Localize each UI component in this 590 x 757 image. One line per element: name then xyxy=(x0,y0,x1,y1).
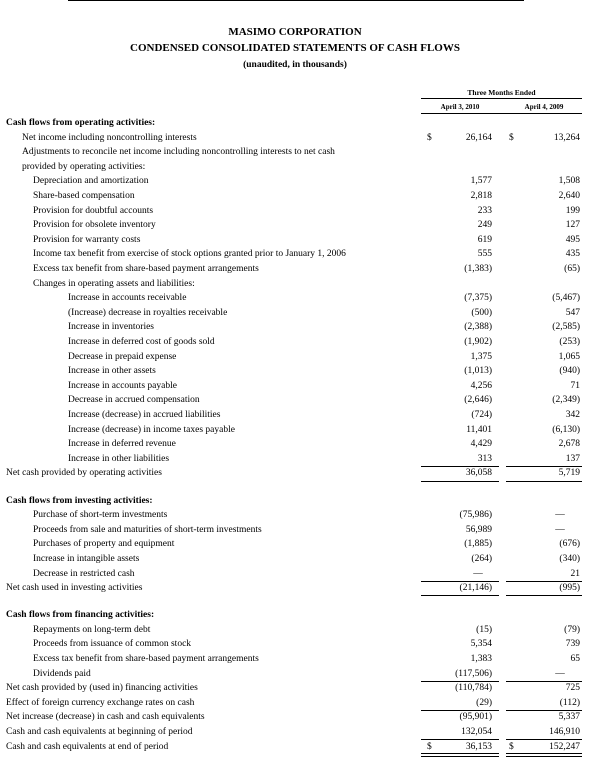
table-row xyxy=(0,523,590,538)
table-row xyxy=(0,379,590,394)
value-2009: 547 xyxy=(565,307,580,318)
table-row xyxy=(0,291,590,306)
value-2010: 555 xyxy=(477,249,492,260)
row-label: Effect of foreign currency exchange rates on cash xyxy=(6,697,195,708)
value-2009: (79) xyxy=(564,624,580,635)
value-2010: (110,784) xyxy=(455,683,492,694)
table-row xyxy=(0,623,590,638)
currency-symbol: $ xyxy=(427,132,432,143)
row-label: Increase in intangible assets xyxy=(33,553,140,564)
section-title: Cash flows from operating activities: xyxy=(6,118,156,128)
row-label: Increase in accounts payable xyxy=(68,380,177,391)
table-row xyxy=(0,681,590,696)
row-label: Adjustments to reconcile net income including noncontrolling interests to net cash xyxy=(22,147,335,158)
value-2010: (264) xyxy=(471,553,492,564)
row-label: Increase (decrease) in income taxes payable xyxy=(68,424,235,435)
table-row xyxy=(0,408,590,423)
row-label: Provision for obsolete inventory xyxy=(33,220,156,231)
value-2009: 5,337 xyxy=(558,712,580,723)
value-2010: 132,054 xyxy=(461,727,492,737)
value-2009: 71 xyxy=(570,380,580,391)
row-label: Decrease in accrued compensation xyxy=(68,395,200,406)
table-row xyxy=(0,131,590,146)
row-label: Cash and cash equivalents at end of period xyxy=(6,741,169,752)
value-2009: 739 xyxy=(565,639,580,650)
subtotal-rule xyxy=(506,595,582,596)
table-row xyxy=(0,233,590,248)
row-label: Purchases of property and equipment xyxy=(33,539,175,550)
top-rule xyxy=(68,0,524,1)
row-label: Increase in deferred revenue xyxy=(68,439,176,450)
table-row xyxy=(0,740,590,755)
table-row xyxy=(0,466,590,481)
company-name: MASIMO CORPORATION xyxy=(228,26,362,38)
table-row xyxy=(0,320,590,335)
table-row xyxy=(0,145,590,160)
table-row xyxy=(0,567,590,582)
row-label: Net cash used in investing activities xyxy=(6,583,143,594)
total-double-rule xyxy=(421,753,499,757)
table-row xyxy=(0,393,590,408)
section-header-row xyxy=(0,608,590,623)
value-2010: (21,146) xyxy=(459,583,492,594)
value-2009: 199 xyxy=(565,205,580,216)
value-2010: — xyxy=(473,568,483,579)
value-2009: — xyxy=(555,524,565,535)
row-label: Changes in operating assets and liabilities: xyxy=(33,278,195,289)
value-2009: — xyxy=(555,668,565,679)
value-2009: (676) xyxy=(559,539,580,550)
row-label: Income tax benefit from exercise of stock options granted prior to January 1, 2006 xyxy=(33,249,346,260)
value-2010: 4,429 xyxy=(470,439,492,450)
value-2009: 21 xyxy=(570,568,580,579)
currency-symbol: $ xyxy=(427,741,432,752)
value-2010: (1,013) xyxy=(464,366,492,377)
value-2009: (253) xyxy=(559,337,580,347)
value-2010: (117,506) xyxy=(455,668,492,679)
table-row xyxy=(0,218,590,233)
row-label: Provision for doubtful accounts xyxy=(33,205,154,216)
table-row xyxy=(0,306,590,321)
value-2009: 2,640 xyxy=(558,191,580,201)
table-row xyxy=(0,581,590,596)
section-header-row xyxy=(0,494,590,509)
value-2009: 152,247 xyxy=(549,741,580,752)
value-2009: (2,349) xyxy=(552,395,580,406)
value-2009: 2,678 xyxy=(558,439,580,450)
section-header-row xyxy=(0,116,590,131)
value-2009: 65 xyxy=(570,654,580,664)
value-2009: 146,910 xyxy=(549,727,580,737)
value-2010: 36,153 xyxy=(465,741,492,752)
currency-symbol: $ xyxy=(509,132,514,143)
row-label: Purchase of short-term investments xyxy=(33,510,168,521)
value-2010: (1,885) xyxy=(464,539,492,550)
table-row xyxy=(0,552,590,567)
table-row xyxy=(0,160,590,175)
row-label: Excess tax benefit from share-based payment arrangements xyxy=(33,654,259,664)
value-2010: 249 xyxy=(477,220,492,231)
value-2009: 1,065 xyxy=(558,351,580,362)
value-2010: (724) xyxy=(471,410,492,420)
column-group-header: Three Months Ended xyxy=(467,88,536,97)
table-row xyxy=(0,189,590,204)
value-2010: (2,646) xyxy=(464,395,492,406)
row-label: Net cash provided by (used in) financing activities xyxy=(6,683,198,694)
table-row xyxy=(0,423,590,438)
value-2009: (340) xyxy=(559,553,580,564)
table-row xyxy=(0,262,590,277)
column-header-2009: April 4, 2009 xyxy=(524,103,564,111)
value-2010: 619 xyxy=(477,234,492,245)
row-label: Repayments on long-term debt xyxy=(33,624,151,635)
row-label: Increase in other liabilities xyxy=(68,453,170,464)
value-2010: (2,388) xyxy=(464,322,492,333)
total-double-rule xyxy=(506,753,582,757)
value-2009: (65) xyxy=(564,264,580,274)
table-row xyxy=(0,277,590,292)
row-label: Increase (decrease) in accrued liabilities xyxy=(68,410,221,420)
value-2010: (75,986) xyxy=(459,510,492,521)
row-label: (Increase) decrease in royalties receivable xyxy=(68,307,228,318)
value-2009: — xyxy=(555,510,565,521)
value-2009: 342 xyxy=(565,410,580,420)
row-label: Increase in inventories xyxy=(68,322,154,333)
subtotal-rule xyxy=(421,595,499,596)
value-2010: 1,383 xyxy=(470,654,492,664)
value-2010: 313 xyxy=(477,453,492,464)
value-2009: 13,264 xyxy=(553,132,580,143)
row-label: Provision for warranty costs xyxy=(33,234,141,245)
statement-subtitle: (unaudited, in thousands) xyxy=(243,60,347,70)
row-label: Cash and cash equivalents at beginning of period xyxy=(6,727,193,737)
value-2009: (5,467) xyxy=(552,293,580,304)
column-group-rule xyxy=(421,98,582,99)
row-label: Increase in other assets xyxy=(68,366,156,377)
table-row xyxy=(0,637,590,652)
row-label: Decrease in restricted cash xyxy=(33,568,135,579)
value-2009: 495 xyxy=(565,234,580,245)
value-2010: (95,901) xyxy=(459,712,492,723)
table-row xyxy=(0,335,590,350)
value-2009: 435 xyxy=(565,249,580,260)
row-label: Share-based compensation xyxy=(33,191,135,201)
value-2009: (995) xyxy=(559,583,580,594)
currency-symbol: $ xyxy=(509,741,514,752)
value-2010: 1,577 xyxy=(470,176,492,187)
table-row xyxy=(0,696,590,711)
value-2010: (15) xyxy=(476,624,492,635)
value-2009: (6,130) xyxy=(552,424,580,435)
row-label: Increase in accounts receivable xyxy=(68,293,187,304)
subtotal-rule xyxy=(506,481,582,482)
value-2010: (500) xyxy=(471,307,492,318)
value-2010: 2,818 xyxy=(470,191,492,201)
table-row xyxy=(0,364,590,379)
value-2010: (1,383) xyxy=(464,264,492,274)
value-2010: 11,401 xyxy=(466,424,492,435)
value-2009: 127 xyxy=(565,220,580,231)
row-label: Net increase (decrease) in cash and cash equivalents xyxy=(6,712,205,723)
value-2009: (940) xyxy=(559,366,580,377)
statement-title: CONDENSED CONSOLIDATED STATEMENTS OF CASH FLOWS xyxy=(130,42,460,54)
value-2010: (1,902) xyxy=(464,337,492,347)
value-2010: 26,164 xyxy=(465,132,492,143)
table-row xyxy=(0,452,590,467)
section-title: Cash flows from investing activities: xyxy=(6,495,153,506)
value-2009: (2,585) xyxy=(552,322,580,333)
value-2009: (112) xyxy=(559,697,580,708)
value-2009: 5,719 xyxy=(558,468,580,479)
value-2010: 1,375 xyxy=(470,351,492,362)
table-row xyxy=(0,437,590,452)
table-row xyxy=(0,350,590,365)
value-2010: 5,354 xyxy=(470,639,492,650)
row-label: Proceeds from issuance of common stock xyxy=(33,639,192,650)
row-label: Net income including noncontrolling interests xyxy=(22,132,197,143)
value-2009: 137 xyxy=(565,453,580,464)
value-2009: 1,508 xyxy=(558,176,580,187)
row-label: Proceeds from sale and maturities of short-term investments xyxy=(33,524,262,535)
table-row xyxy=(0,710,590,725)
row-label: Decrease in prepaid expense xyxy=(68,351,177,362)
subtotal-rule xyxy=(421,481,499,482)
table-row xyxy=(0,652,590,667)
table-row xyxy=(0,247,590,262)
column-header-rule xyxy=(421,113,582,114)
value-2010: 56,989 xyxy=(465,524,492,535)
value-2010: (7,375) xyxy=(464,293,492,304)
value-2010: 4,256 xyxy=(470,380,492,391)
value-2010: 36,058 xyxy=(465,468,492,479)
row-label: provided by operating activities: xyxy=(22,161,146,172)
value-2010: 233 xyxy=(477,205,492,216)
table-row xyxy=(0,667,590,682)
row-label: Dividends paid xyxy=(33,668,91,679)
table-row xyxy=(0,174,590,189)
row-label: Excess tax benefit from share-based payment arrangements xyxy=(33,264,259,274)
row-label: Increase in deferred cost of goods sold xyxy=(68,337,215,347)
table-row xyxy=(0,537,590,552)
column-header-2010: April 3, 2010 xyxy=(440,103,480,111)
value-2009: 725 xyxy=(565,683,580,694)
value-2010: (29) xyxy=(476,697,492,708)
table-row xyxy=(0,204,590,219)
table-row xyxy=(0,508,590,523)
section-title: Cash flows from financing activities: xyxy=(6,610,155,621)
row-label: Depreciation and amortization xyxy=(33,176,149,187)
row-label: Net cash provided by operating activities xyxy=(6,468,162,479)
table-row xyxy=(0,725,590,740)
